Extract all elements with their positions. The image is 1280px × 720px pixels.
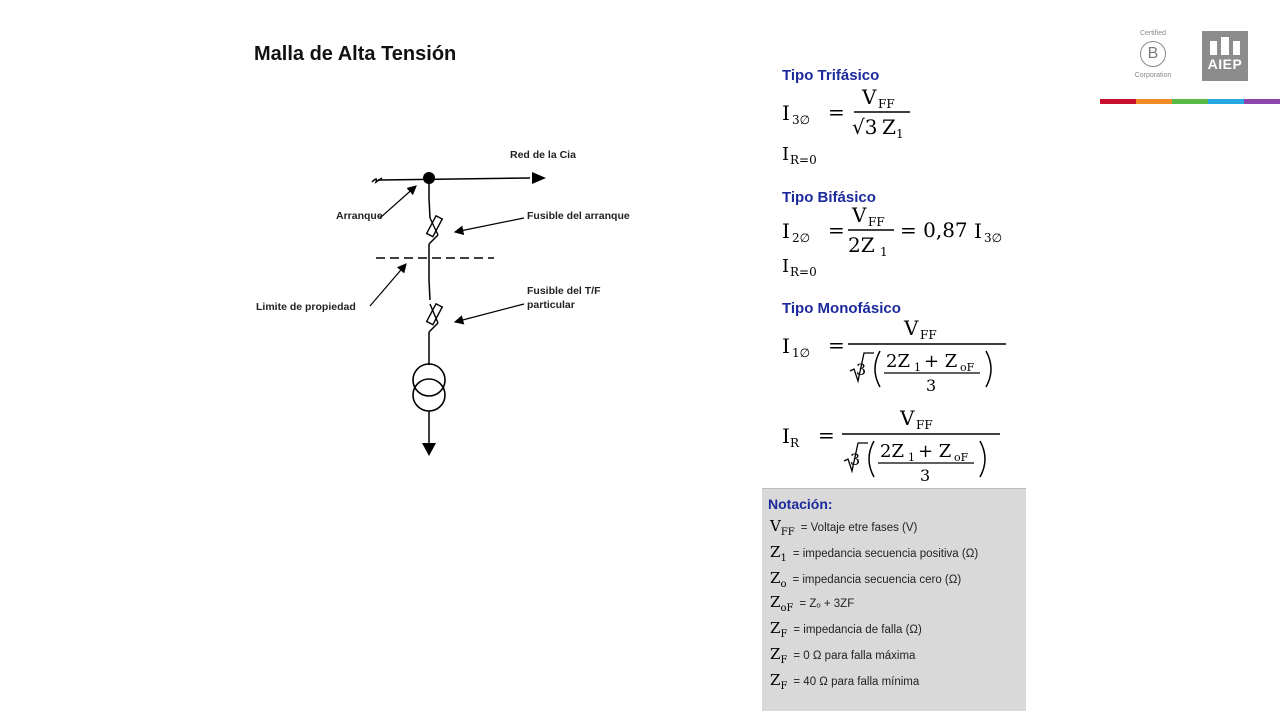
equals-sign: =: [828, 100, 845, 124]
inner-plus-zof: + Z: [924, 351, 958, 372]
i2-sub: 2∅: [792, 231, 811, 245]
inner-2z1-b-sub: 1: [908, 451, 915, 464]
notation-symbol: $Z_F$: [770, 619, 788, 640]
ir-mono-sub: R: [790, 436, 800, 450]
stripe-blue: [1208, 99, 1244, 104]
equals-sign-2: =: [828, 218, 845, 242]
i3-symbol: I: [782, 101, 790, 125]
stripe-red: [1100, 99, 1136, 104]
label-fusible-tf: Fusible del T/F: [527, 285, 601, 297]
notation-description: = impedancia secuencia positiva (Ω): [792, 548, 979, 560]
heading-monofasico: Tipo Monofásico: [782, 300, 901, 317]
notation-row: [770, 671, 919, 691]
inner-den-3: 3: [926, 376, 937, 395]
arranque-arrow: [380, 186, 416, 218]
notation-symbol: $Z_F$: [770, 645, 788, 666]
notation-description: = impedancia secuencia cero (Ω): [792, 574, 962, 586]
notation-symbol: $V_{FF}$: [770, 517, 795, 538]
inner-2z1: 2Z: [886, 351, 910, 372]
single-line-diagram: [250, 140, 670, 470]
vff-numerator: V: [862, 86, 877, 109]
ir-symbol-2: I: [782, 256, 790, 277]
notation-row: [770, 569, 961, 589]
notation-description: = impedancia de falla (Ω): [793, 624, 922, 636]
notation-row: [770, 619, 922, 639]
root3: √3: [852, 115, 878, 139]
notation-description: = Voltaje etre fases (V): [800, 522, 918, 534]
limite-arrow: [370, 264, 406, 306]
i1-sub: 1∅: [792, 346, 811, 360]
inner-zof-sub: oF: [960, 361, 975, 374]
formula-trifasico: [778, 86, 978, 196]
notation-heading: Notación:: [768, 496, 833, 512]
notation-symbol: $Z_{oF}$: [770, 593, 794, 614]
notation-symbol: $Z_F$: [770, 671, 788, 692]
notation-row: [770, 517, 917, 537]
notation-description: = Zₒ + 3ZF: [799, 598, 855, 610]
i3-ref: I: [974, 219, 982, 243]
b-corp-bottom-text: Corporation: [1134, 72, 1172, 79]
notation-row: [770, 645, 915, 665]
vff-numerator-2: V: [852, 204, 867, 227]
equals-sign-4: =: [818, 423, 835, 447]
label-fusible-arranque: Fusible del arranque: [527, 210, 630, 222]
inner-zof-b-sub: oF: [954, 451, 969, 464]
factor-087: = 0,87: [900, 218, 968, 242]
z1-denominator: Z: [882, 115, 896, 139]
root3-mono: 3: [856, 360, 867, 379]
fusible-tf-arrow: [455, 304, 524, 322]
b-corp-logo: [1133, 30, 1173, 82]
grid-arrow-head: [532, 172, 546, 184]
brand-stripe: [1100, 99, 1280, 104]
heading-bifasico: Tipo Bifásico: [782, 189, 876, 206]
i3-ref-sub: 3∅: [984, 231, 1003, 245]
notation-box: [762, 488, 1026, 711]
transformer-coil-top: [413, 364, 445, 396]
aiep-logo-text: AIEP: [1207, 56, 1243, 72]
notation-symbol: $Z_o$: [770, 569, 787, 590]
inner-2z1-b: 2Z: [880, 441, 904, 462]
label-limite-propiedad: Limite de propiedad: [256, 301, 356, 313]
ir-sub-2: R=0: [790, 265, 817, 279]
fuse-2-lead: [429, 280, 430, 300]
vff-numerator-4: V: [900, 406, 915, 430]
z1-denominator-sub: 1: [896, 127, 904, 141]
b-corp-letter: B: [1140, 41, 1166, 67]
inner-plus-zof-b: + Z: [918, 441, 952, 462]
vff-numerator-2-sub: FF: [868, 215, 885, 229]
vff-numerator-sub: FF: [878, 97, 895, 111]
label-fusible-tf-particular: particular: [527, 299, 575, 311]
fuse-1-lead: [429, 198, 430, 218]
aiep-logo: [1202, 31, 1248, 81]
ir-symbol: I: [782, 144, 790, 165]
2z1-denominator-sub: 1: [880, 245, 888, 259]
b-corp-top-text: Certified: [1139, 30, 1167, 37]
ir-mono-symbol: I: [782, 424, 790, 448]
notation-symbol: $Z_1$: [770, 543, 787, 564]
i2-symbol: I: [782, 219, 790, 243]
load-arrow-head: [422, 443, 436, 456]
label-arranque: Arranque: [336, 210, 383, 222]
heading-trifasico: Tipo Trifásico: [782, 67, 880, 84]
inner-den-3-b: 3: [920, 466, 931, 485]
stripe-green: [1172, 99, 1208, 104]
vff-numerator-4-sub: FF: [916, 418, 933, 432]
inner-2z1-sub: 1: [914, 361, 921, 374]
notation-description: = 0 Ω para falla máxima: [793, 650, 916, 662]
notation-row: [770, 593, 854, 613]
vff-numerator-3-sub: FF: [920, 328, 937, 342]
2z1-denominator: 2Z: [848, 233, 875, 257]
ir-sub: R=0: [790, 153, 817, 167]
formula-bifasico: [778, 204, 1028, 284]
stripe-purple: [1244, 99, 1280, 104]
fusible-arranque-arrow: [455, 218, 524, 232]
notation-description: = 40 Ω para falla mínima: [793, 676, 920, 688]
notation-row: [770, 543, 978, 563]
slide-title: Malla de Alta Tensión: [254, 43, 457, 65]
vff-numerator-3: V: [904, 317, 919, 340]
grid-bus: [378, 178, 530, 180]
label-red-cia: Red de la Cia: [510, 149, 576, 161]
i1-symbol: I: [782, 334, 790, 358]
equals-sign-3: =: [828, 333, 845, 357]
root3-mono-2: 3: [850, 450, 861, 469]
transformer-coil-bottom: [413, 379, 445, 411]
i3-sub: 3∅: [792, 113, 811, 127]
formula-monofasico: [778, 317, 1018, 487]
stripe-orange: [1136, 99, 1172, 104]
